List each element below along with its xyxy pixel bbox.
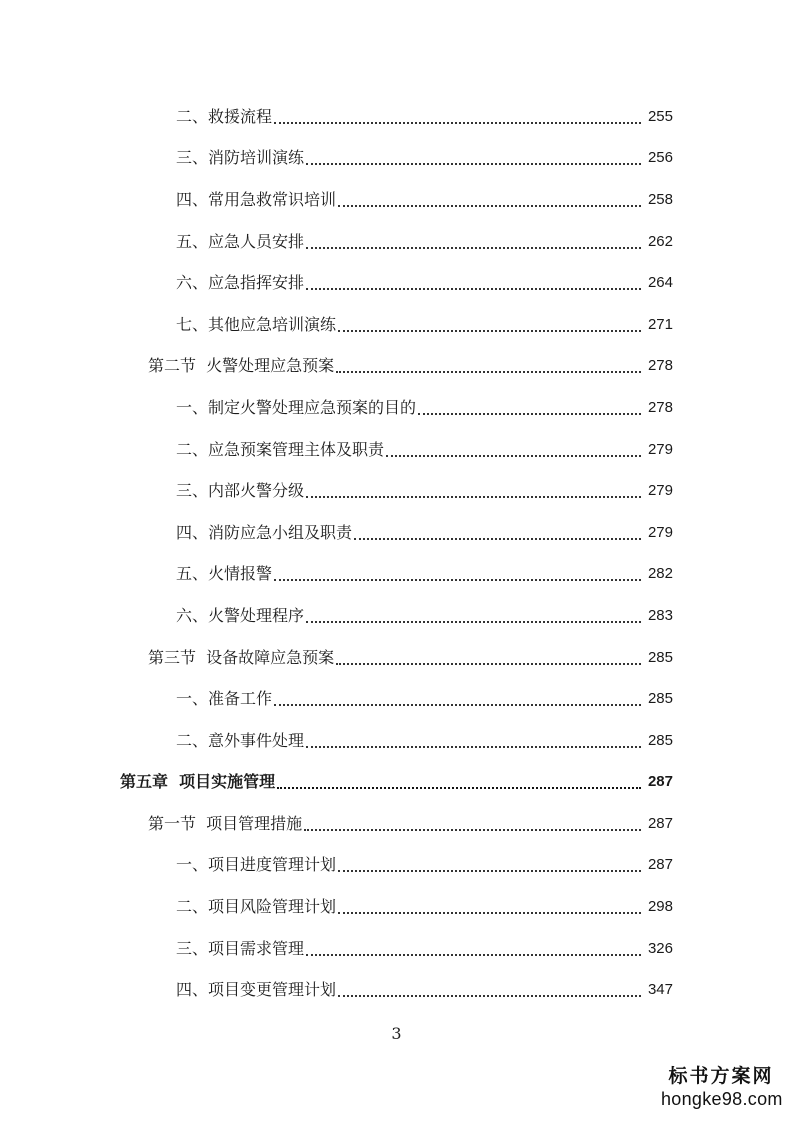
toc-entry-page: 347 <box>647 981 673 999</box>
toc-entry-page: 279 <box>647 440 673 458</box>
toc-entry[interactable] <box>0 720 793 762</box>
dot-leader <box>338 897 641 917</box>
dot-leader <box>274 107 641 127</box>
toc-entry-page: 283 <box>647 606 673 624</box>
toc-entry-page: 258 <box>647 190 673 208</box>
toc-entry-title: 五、应急人员安排 <box>176 231 305 251</box>
toc-entry-title: 三、项目需求管理 <box>176 938 305 958</box>
toc-entry[interactable] <box>0 762 793 804</box>
toc-entry-title: 五、火情报警 <box>176 564 273 584</box>
dot-leader <box>304 814 641 834</box>
toc-entry-title: 六、应急指挥安排 <box>176 273 305 293</box>
toc-entry-title: 二、项目风险管理计划 <box>176 897 337 917</box>
dot-leader <box>338 855 641 875</box>
toc-entry[interactable] <box>0 96 793 138</box>
toc-entry-title: 第二节 火警处理应急预案 <box>148 356 335 376</box>
dot-leader <box>306 606 641 626</box>
dot-leader <box>338 980 641 1000</box>
toc-entry[interactable] <box>0 969 793 1011</box>
toc-entry-page: 255 <box>647 107 673 125</box>
toc-entry-title: 第三节 设备故障应急预案 <box>148 647 335 667</box>
toc-entry-title: 四、项目变更管理计划 <box>176 980 337 1000</box>
toc-entry-page: 287 <box>647 814 673 832</box>
toc-entry-title: 六、火警处理程序 <box>176 605 305 625</box>
dot-leader <box>306 939 641 959</box>
toc-entry-title: 二、救援流程 <box>176 106 273 126</box>
dot-leader <box>336 648 641 668</box>
toc-entry-title: 四、常用急救常识培训 <box>176 189 337 209</box>
toc-entry-title: 七、其他应急培训演练 <box>176 314 337 334</box>
toc-entry-page: 282 <box>647 565 673 583</box>
toc-entry[interactable] <box>0 637 793 679</box>
toc-entry[interactable] <box>0 138 793 180</box>
toc-entry[interactable] <box>0 678 793 720</box>
toc-entry[interactable] <box>0 803 793 845</box>
toc-entry-page: 264 <box>647 274 673 292</box>
toc-entry[interactable] <box>0 179 793 221</box>
dot-leader <box>336 356 641 376</box>
toc-entry-page: 271 <box>647 315 673 333</box>
toc-entry[interactable] <box>0 262 793 304</box>
dot-leader <box>277 772 641 792</box>
toc-entry-title: 一、制定火警处理应急预案的目的 <box>176 397 417 417</box>
toc-entry[interactable] <box>0 886 793 928</box>
dot-leader <box>338 190 641 210</box>
page-number: 3 <box>391 1024 402 1043</box>
dot-leader <box>418 398 641 418</box>
toc-entry[interactable] <box>0 387 793 429</box>
toc-entry-title: 一、准备工作 <box>176 689 273 709</box>
dot-leader <box>306 232 641 252</box>
dot-leader <box>306 481 641 501</box>
toc-entry-title: 第五章 项目实施管理 <box>120 772 276 792</box>
toc-entry[interactable] <box>0 346 793 388</box>
dot-leader <box>306 148 641 168</box>
dot-leader <box>274 564 641 584</box>
toc-entry[interactable] <box>0 512 793 554</box>
toc-entry-page: 285 <box>647 648 673 666</box>
toc-entry[interactable] <box>0 554 793 596</box>
toc-entry[interactable] <box>0 470 793 512</box>
dot-leader <box>386 440 641 460</box>
toc-entry-title: 三、消防培训演练 <box>176 148 305 168</box>
toc-entry-page: 298 <box>647 898 673 916</box>
toc-entry-title: 三、内部火警分级 <box>176 481 305 501</box>
toc-entry-page: 279 <box>647 482 673 500</box>
toc-entry[interactable] <box>0 304 793 346</box>
watermark-line1: 标书方案网 <box>668 1066 774 1087</box>
dot-leader <box>338 315 641 335</box>
toc-entry-page: 278 <box>647 357 673 375</box>
toc-entry-page: 256 <box>647 149 673 167</box>
toc-entry[interactable] <box>0 928 793 970</box>
toc-entry-page: 279 <box>647 523 673 541</box>
dot-leader <box>354 523 641 543</box>
toc-entry[interactable] <box>0 845 793 887</box>
toc-entry-title: 二、意外事件处理 <box>176 730 305 750</box>
toc-entry-title: 一、项目进度管理计划 <box>176 855 337 875</box>
toc-entry-title: 二、应急预案管理主体及职责 <box>176 439 385 459</box>
watermark-line2: hongke98.com <box>661 1089 783 1109</box>
dot-leader <box>306 273 641 293</box>
toc-entry-page: 262 <box>647 232 673 250</box>
watermark-logo <box>661 1066 781 1110</box>
toc-entry-page: 285 <box>647 731 673 749</box>
table-of-contents <box>0 96 793 1011</box>
toc-entry-page: 287 <box>647 856 673 874</box>
toc-entry-title: 四、消防应急小组及职责 <box>176 522 353 542</box>
toc-entry[interactable] <box>0 221 793 263</box>
toc-entry-page: 287 <box>647 773 673 791</box>
toc-entry-page: 285 <box>647 690 673 708</box>
toc-entry[interactable] <box>0 429 793 471</box>
toc-entry-page: 326 <box>647 939 673 957</box>
toc-entry[interactable] <box>0 595 793 637</box>
toc-entry-page: 278 <box>647 398 673 416</box>
toc-entry-title: 第一节 项目管理措施 <box>148 813 303 833</box>
dot-leader <box>274 689 641 709</box>
dot-leader <box>306 731 641 751</box>
